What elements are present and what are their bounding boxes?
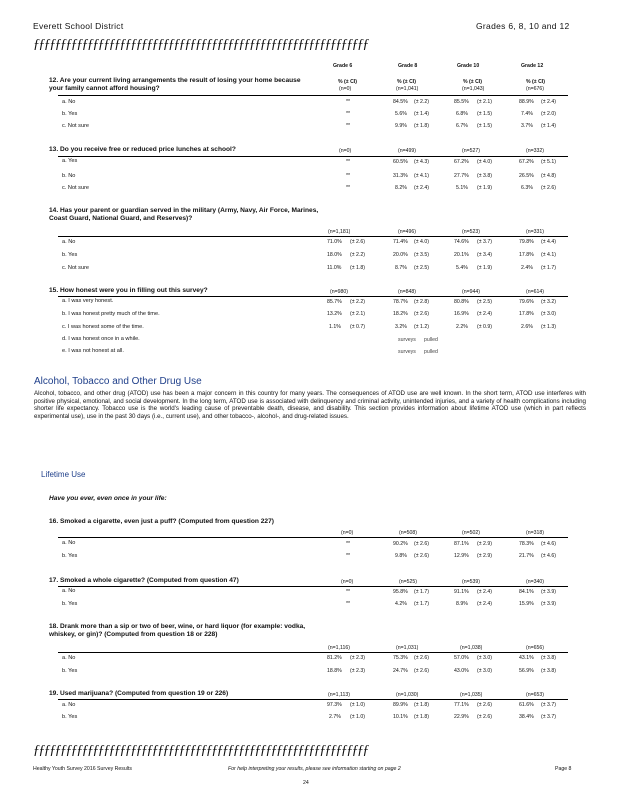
value-g6: ** [346,173,351,179]
ci-g8: (± 1.8) [414,123,429,129]
n-count: (n=1,041) [396,86,419,92]
question-rule [58,156,568,157]
question-rule [58,95,568,96]
value-g6: 18.0% [327,252,342,258]
ci-g10: (± 1.5) [477,123,492,129]
n-count: (n=1,038) [460,645,483,651]
n-count: (n=525) [399,579,418,585]
option-label: a. I was very honest. [62,298,114,304]
ci-g8: (± 1.8) [414,714,429,720]
question-13-title: 13. Do you receive free or reduced price lunches at school? [49,146,236,153]
ci-g12: (± 5.1) [541,159,556,165]
value-g10: 77.1% [454,702,469,708]
value-g8: 18.2% [393,311,408,317]
ci-g12: (± 3.9) [541,601,556,607]
question-16-title: 16. Smoked a cigarette, even just a puff? (Computed from question 227) [49,518,274,525]
page-number: 24 [303,780,309,786]
value-g8: 95.8% [393,589,408,595]
option-label: d. I was honest once in a while. [62,336,140,342]
n-count: (n=496) [398,229,417,235]
ci-g6: (± 2.3) [350,668,365,674]
ci-g8: (± 1.4) [414,111,429,117]
n-count: (n=656) [526,645,545,651]
ci-g6: (± 1.0) [350,714,365,720]
ci-g8: (± 1.2) [414,324,429,330]
value-g12: 79.6% [519,299,534,305]
ci-g10: (± 1.9) [477,265,492,271]
ci-g12: (± 2.0) [541,111,556,117]
question-rule [58,652,568,653]
ci-g6: (± 2.2) [350,299,365,305]
ci-g10: (± 2.9) [477,541,492,547]
value-g10: 5.4% [456,265,468,271]
ci-g6: (± 2.6) [350,239,365,245]
option-label: a. No [62,655,76,661]
value-g8: 71.4% [393,239,408,245]
ci-g12: (± 4.1) [541,252,556,258]
value-g8: 24.7% [393,668,408,674]
ci-g10: (± 2.5) [477,299,492,305]
value-g10: 2.2% [456,324,468,330]
ci-g8: (± 1.8) [414,702,429,708]
value-g8: 78.7% [393,299,408,305]
ci-g12: (± 1.4) [541,123,556,129]
ci-g10: (± 3.0) [477,668,492,674]
pulled-note: pulled [424,349,438,355]
question-19-title: 19. Used marijuana? (Computed from question 19 or 226) [49,690,229,697]
value-g10: 16.9% [454,311,469,317]
value-g6: ** [346,123,351,129]
pct-label-g12: % (± CI) [526,79,545,85]
ci-g6: (± 2.2) [350,252,365,258]
value-g8: 4.2% [395,601,407,607]
ci-g8: (± 2.6) [414,668,429,674]
value-g10: 87.1% [454,541,469,547]
ci-g10: (± 3.8) [477,173,492,179]
value-g6: 97.3% [327,702,342,708]
value-g8: 20.0% [393,252,408,258]
value-g8: 9.8% [395,553,407,559]
ci-g10: (± 1.9) [477,185,492,191]
ci-g8: (± 4.1) [414,173,429,179]
option-label: b. No [62,173,76,179]
option-label: a. Yes [62,158,78,164]
ci-g8: (± 1.7) [414,589,429,595]
n-count: (n=527) [462,148,481,154]
n-count: (n=848) [398,289,417,295]
ci-g10: (± 2.6) [477,714,492,720]
value-g10: 80.8% [454,299,469,305]
ci-g8: (± 2.6) [414,553,429,559]
pulled-note: pulled [424,337,438,343]
n-count: (n=0) [341,530,354,536]
n-count: (n=499) [398,148,417,154]
value-g10: 12.9% [454,553,469,559]
pct-label-g10: % (± CI) [463,79,482,85]
value-g12: 78.3% [519,541,534,547]
section-paragraph: Alcohol, tobacco, and other drug (ATOD) use has been a major concern in this country for many years. The consequences of ATOD use are well known. In the short term, ATOD use interferes with positive physical, emotional, and social development. In the long term, ATOD use is associated with delinquency and criminal activity, unintended injuries, and a variety of health complications including shorter life expectancy. Tobacco use is the world's leading cause of preventable death, disease, and disability. This section provides information about lifetime ATOD use (which in part reflects experimental use), use in the past 30 days (i.e., current use), and other tobacco-, alcohol-, and drug-related issues. [34,390,586,420]
surveys-note: surveys [398,337,416,343]
option-label: b. Yes [62,714,78,720]
value-g6: ** [346,601,351,607]
question-18-title: 18. Drank more than a sip or two of beer, wine, or hard liquor (for example: vodka, whiskey, or gin)? (Computed from question 18 or 228) [49,623,306,638]
value-g8: 75.3% [393,655,408,661]
ci-g8: (± 2.2) [414,99,429,105]
value-g8: 90.2% [393,541,408,547]
ci-g6: (± 1.8) [350,265,365,271]
option-label: c. Not sure [62,265,90,271]
option-label: c. I was honest some of the time. [62,324,144,330]
value-g12: 26.5% [519,173,534,179]
option-label: a. No [62,702,76,708]
n-count: (n=0) [341,579,354,585]
n-count: (n=1,116) [328,645,350,651]
question-15-title: 15. How honest were you in filling out this survey? [49,287,208,294]
value-g6: ** [346,159,351,165]
n-count: (n=523) [462,229,481,235]
option-label: b. I was honest pretty much of the time. [62,311,160,317]
n-count: (n=653) [526,692,545,698]
ci-g10: (± 2.4) [477,601,492,607]
value-g8: 31.3% [393,173,408,179]
ci-g8: (± 2.6) [414,655,429,661]
value-g12: 15.9% [519,601,534,607]
n-count: (n=980) [330,289,349,295]
ci-g12: (± 3.7) [541,702,556,708]
question-rule [58,586,568,587]
ci-g12: (± 4.6) [541,553,556,559]
value-g12: 79.8% [519,239,534,245]
value-g12: 17.8% [519,311,534,317]
ci-g10: (± 2.4) [477,589,492,595]
col-grade-12: Grade 12 [521,63,544,69]
n-count: (n=1,035) [460,692,483,698]
ci-g8: (± 1.7) [414,601,429,607]
footer-page-label: Page 8 [555,766,572,772]
value-g8: 8.2% [395,185,407,191]
ci-g8: (± 3.5) [414,252,429,258]
footer-help-text: For help interpreting your results, please see information starting on page 2 [228,766,401,772]
value-g10: 85.5% [454,99,469,105]
n-count: (n=1,113) [328,692,350,698]
n-count: (n=614) [526,289,545,295]
n-count: (n=332) [526,148,545,154]
question-14-title: 14. Has your parent or guardian served in the military (Army, Navy, Air Force, Marines, Coast Guard, National Guard, and Reserves)? [49,207,319,222]
decorative-divider-bottom: ƒƒƒƒƒƒƒƒƒƒƒƒƒƒƒƒƒƒƒƒƒƒƒƒƒƒƒƒƒƒƒƒƒƒƒƒƒƒƒƒƒƒƒƒƒƒƒƒƒƒƒƒƒƒƒƒƒƒƒƒƒƒ [33,744,368,758]
value-g8: 60.5% [393,159,408,165]
ci-g8: (± 4.3) [414,159,429,165]
value-g10: 6.8% [456,111,468,117]
value-g12: 17.8% [519,252,534,258]
value-g10: 91.1% [454,589,469,595]
value-g10: 67.2% [454,159,469,165]
option-label: b. Yes [62,668,78,674]
value-g8: 3.2% [395,324,407,330]
value-g8: 84.5% [393,99,408,105]
n-count: (n=1,181) [328,229,351,235]
value-g8: 89.9% [393,702,408,708]
col-grade-6: Grade 6 [333,63,353,69]
ci-g12: (± 2.6) [541,185,556,191]
value-g6: ** [346,541,351,547]
value-g12: 84.1% [519,589,534,595]
value-g6: ** [346,553,351,559]
value-g12: 67.2% [519,159,534,165]
ci-g12: (± 3.8) [541,655,556,661]
ci-g12: (± 4.4) [541,239,556,245]
value-g6: ** [346,185,351,191]
n-count: (n=318) [526,530,545,536]
option-label: a. No [62,540,76,546]
ci-g12: (± 4.8) [541,173,556,179]
option-label: a. No [62,99,76,105]
option-label: a. No [62,239,76,245]
value-g12: 3.7% [521,123,533,129]
value-g10: 27.7% [454,173,469,179]
value-g10: 8.9% [456,601,468,607]
ci-g12: (± 4.6) [541,541,556,547]
col-grade-10: Grade 10 [457,63,480,69]
ci-g12: (± 3.9) [541,589,556,595]
n-count: (n=508) [399,530,418,536]
ci-g10: (± 1.5) [477,111,492,117]
question-rule [58,296,568,297]
value-g10: 20.1% [454,252,469,258]
value-g10: 43.0% [454,668,469,674]
ci-g10: (± 2.6) [477,702,492,708]
value-g12: 38.4% [519,714,534,720]
n-count: (n=0) [339,148,352,154]
option-label: b. Yes [62,252,78,258]
ci-g10: (± 2.4) [477,311,492,317]
n-count: (n=676) [526,86,545,92]
n-count: (n=331) [526,229,545,235]
value-g12: 43.1% [519,655,534,661]
value-g10: 74.6% [454,239,469,245]
value-g12: 61.6% [519,702,534,708]
ci-g6: (± 0.7) [350,324,365,330]
value-g6: 2.7% [329,714,341,720]
value-g6: 11.0% [327,265,342,271]
question-rule [58,236,568,237]
ci-g8: (± 4.0) [414,239,429,245]
pct-label-g8: % (± CI) [397,79,416,85]
n-count: (n=0) [339,86,352,92]
ci-g12: (± 3.2) [541,299,556,305]
ci-g6: (± 2.1) [350,311,365,317]
value-g6: ** [346,111,351,117]
value-g6: 13.2% [327,311,342,317]
ci-g10: (± 3.7) [477,239,492,245]
question-17-title: 17. Smoked a whole cigarette? (Computed from question 47) [49,577,239,584]
value-g6: 81.2% [327,655,342,661]
value-g10: 5.1% [456,185,468,191]
ci-g10: (± 4.0) [477,159,492,165]
surveys-note: surveys [398,349,416,355]
ci-g10: (± 2.1) [477,99,492,105]
option-label: b. Yes [62,601,78,607]
option-label: c. Not sure [62,123,90,129]
decorative-divider-top: ƒƒƒƒƒƒƒƒƒƒƒƒƒƒƒƒƒƒƒƒƒƒƒƒƒƒƒƒƒƒƒƒƒƒƒƒƒƒƒƒƒƒƒƒƒƒƒƒƒƒƒƒƒƒƒƒƒƒƒƒƒƒ [33,38,368,52]
value-g6: ** [346,99,351,105]
ci-g12: (± 3.8) [541,668,556,674]
n-count: (n=1,031) [396,645,419,651]
section-prompt: Have you ever, even once in your life: [49,495,167,502]
n-count: (n=340) [526,579,545,585]
option-label: b. Yes [62,111,78,117]
value-g6: ** [346,589,351,595]
footer-survey-title: Healthy Youth Survey 2016 Survey Results [33,766,132,772]
district-name: Everett School District [33,21,124,31]
n-count: (n=1,043) [462,86,485,92]
question-rule [58,699,568,700]
ci-g10: (± 3.4) [477,252,492,258]
value-g12: 21.7% [519,553,534,559]
ci-g8: (± 2.6) [414,541,429,547]
ci-g10: (± 3.0) [477,655,492,661]
value-g8: 5.6% [395,111,407,117]
ci-g8: (± 2.4) [414,185,429,191]
option-label: a. No [62,588,76,594]
value-g12: 88.9% [519,99,534,105]
value-g12: 2.6% [521,324,533,330]
section-title: Alcohol, Tobacco and Other Drug Use [34,376,202,387]
ci-g12: (± 3.7) [541,714,556,720]
value-g12: 7.4% [521,111,533,117]
ci-g6: (± 2.3) [350,655,365,661]
ci-g8: (± 2.8) [414,299,429,305]
ci-g10: (± 2.9) [477,553,492,559]
n-count: (n=502) [462,530,481,536]
question-rule [58,537,568,538]
n-count: (n=1,030) [396,692,419,698]
ci-g8: (± 2.6) [414,311,429,317]
ci-g12: (± 1.7) [541,265,556,271]
value-g12: 6.3% [521,185,533,191]
option-label: b. Yes [62,553,78,559]
ci-g12: (± 1.3) [541,324,556,330]
value-g8: 10.1% [393,714,408,720]
ci-g10: (± 0.9) [477,324,492,330]
value-g8: 9.9% [395,123,407,129]
option-label: e. I was not honest at all. [62,348,124,354]
value-g12: 2.4% [521,265,533,271]
ci-g8: (± 2.5) [414,265,429,271]
value-g6: 1.1% [329,324,341,330]
n-count: (n=944) [462,289,481,295]
value-g6: 18.8% [327,668,342,674]
grades-label: Grades 6, 8, 10 and 12 [476,21,570,31]
value-g8: 8.7% [395,265,407,271]
ci-g12: (± 3.0) [541,311,556,317]
value-g10: 6.7% [456,123,468,129]
value-g6: 71.0% [327,239,342,245]
col-grade-8: Grade 8 [398,63,418,69]
n-count: (n=539) [462,579,481,585]
value-g10: 57.0% [454,655,469,661]
pct-label-g6: % (± CI) [338,79,357,85]
ci-g6: (± 1.0) [350,702,365,708]
subsection-title: Lifetime Use [41,470,86,479]
question-12-title: 12. Are your current living arrangements the result of losing your home because your family cannot afford housing? [49,77,301,92]
value-g10: 22.9% [454,714,469,720]
ci-g12: (± 2.4) [541,99,556,105]
value-g12: 56.9% [519,668,534,674]
value-g6: 85.7% [327,299,342,305]
option-label: c. Not sure [62,185,90,191]
